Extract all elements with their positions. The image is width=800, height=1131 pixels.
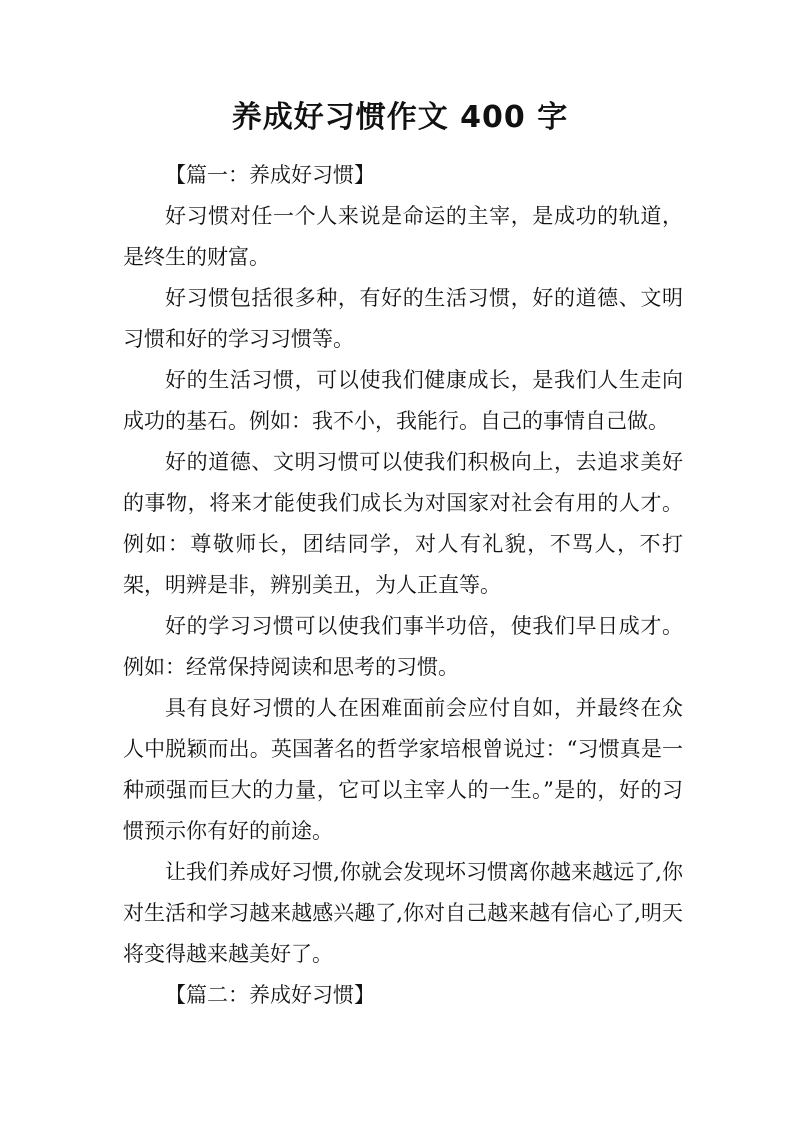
paragraph: 好习惯包括很多种，有好的生活习惯，好的道德、文明习惯和好的学习习惯等。 <box>123 286 683 351</box>
document-body <box>123 155 683 1016</box>
section-heading-2: 【篇二：养成好习惯】 <box>165 983 375 1007</box>
document-title: 养成好习惯作文 400 字 <box>231 100 569 135</box>
section-heading-1: 【篇一：养成好习惯】 <box>165 163 375 187</box>
paragraph: 具有良好习惯的人在困难面前会应付自如，并最终在众人中脱颖而出。英国著名的哲学家培根曾说过：“习惯真是一种顽强而巨大的力量，它可以主宰人的一生。”是的，好的习惯预示你有好的前途。 <box>123 696 683 843</box>
paragraph: 好的生活习惯，可以使我们健康成长，是我们人生走向成功的基石。例如：我不小，我能行。自己的事情自己做。 <box>123 368 683 433</box>
paragraph: 让我们养成好习惯,你就会发现坏习惯离你越来越远了,你对生活和学习越来越感兴趣了,你对自己越来越有信心了,明天将变得越来越美好了。 <box>123 860 683 966</box>
paragraph: 好的道德、文明习惯可以使我们积极向上，去追求美好的事物，将来才能使我们成长为对国家对社会有用的人才。例如：尊敬师长，团结同学，对人有礼貌，不骂人，不打架，明辨是非，辨别美丑，为人正直等。 <box>123 450 683 597</box>
paragraph: 好习惯对任一个人来说是命运的主宰，是成功的轨道，是终生的财富。 <box>123 204 683 269</box>
paragraph: 好的学习习惯可以使我们事半功倍，使我们早日成才。例如：经常保持阅读和思考的习惯。 <box>123 614 683 679</box>
